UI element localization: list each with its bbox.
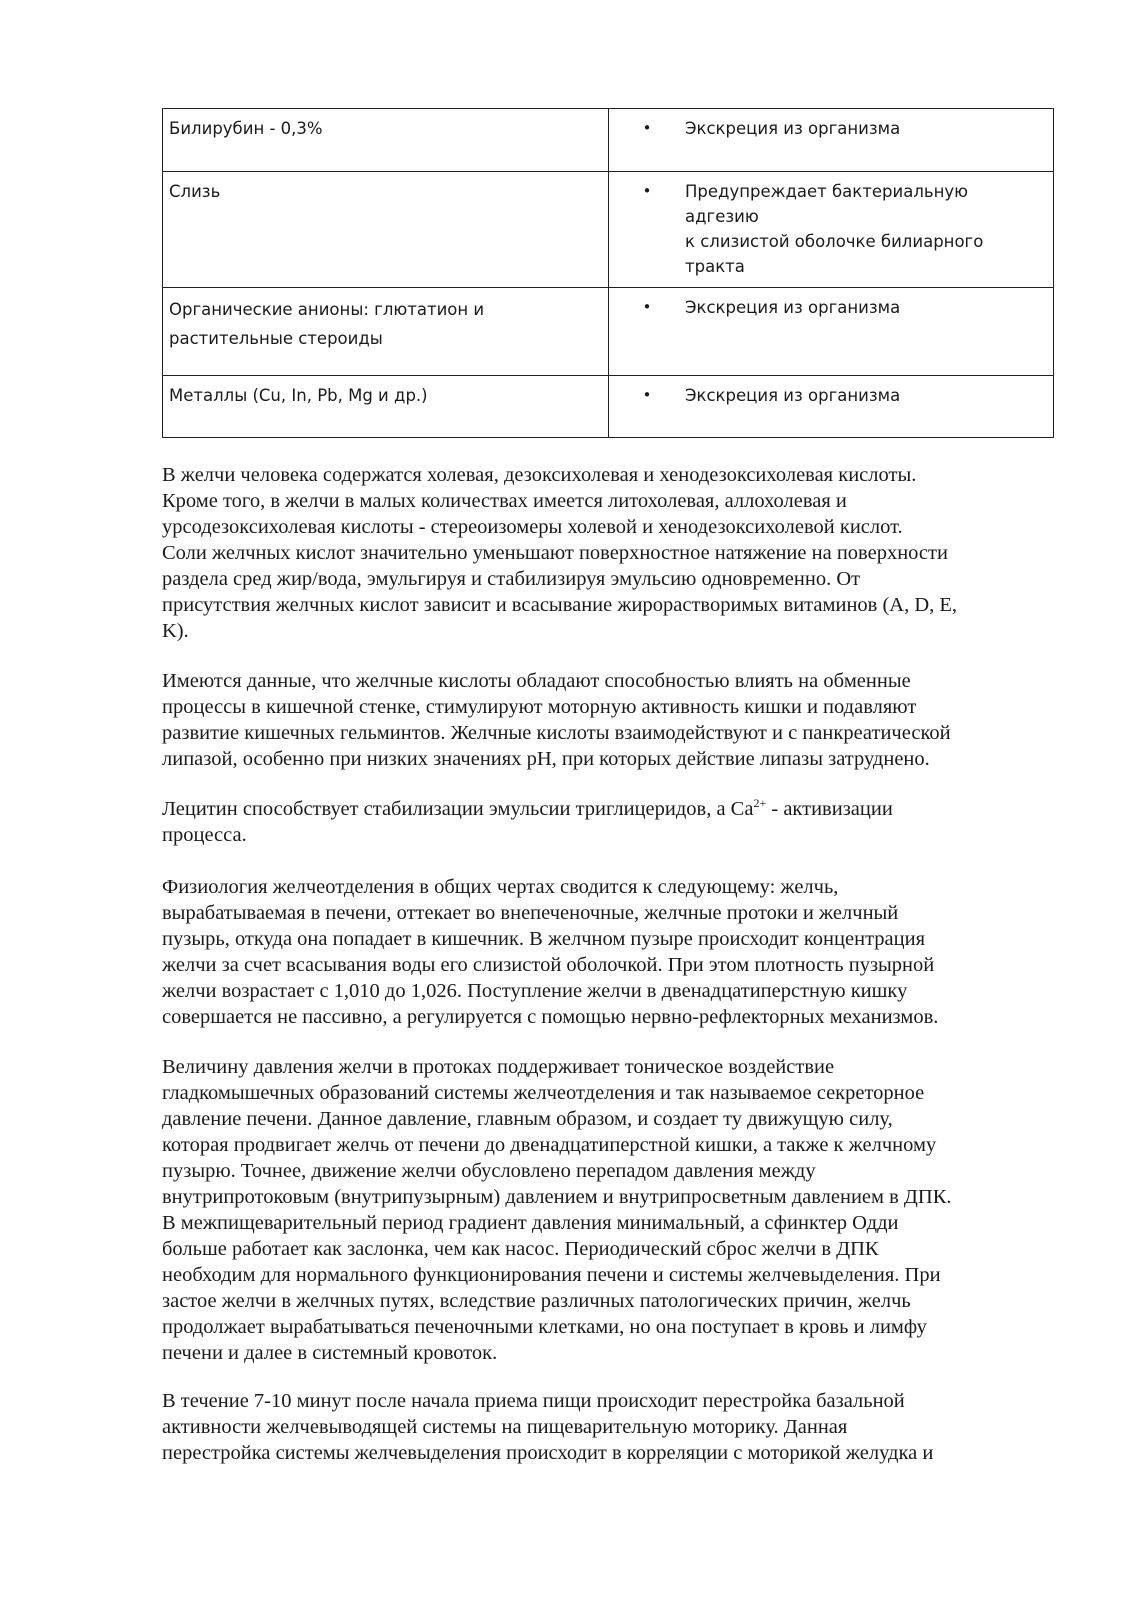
bile-composition-table [162, 108, 1054, 438]
function-cell [609, 109, 1054, 172]
component-cell [163, 109, 609, 172]
table-row [163, 109, 1054, 172]
bullet-icon: • [642, 386, 652, 404]
function-cell [609, 376, 1054, 438]
table-row [163, 376, 1054, 438]
function-text: Предупреждает бактериальную адгезию к слизистой оболочке билиарного тракта [685, 182, 984, 276]
component-cell [163, 376, 609, 438]
function-text: Экскреция из организма [685, 298, 901, 317]
table-row [163, 288, 1054, 376]
component-cell [163, 172, 609, 288]
bullet-icon: • [642, 182, 652, 200]
paragraph-physiology: Физиология желчеотделения в общих чертах сводится к следующему: желчь, вырабатываемая в печени, оттекает во внепеченочные, желчные протоки и желчный пузырь, откуда она попадает в кишечник. В желчном пузыре происходит концентрация желчи за счет всасывания воды его слизистой оболочкой. При этом плотность пузырной желчи возрастает с 1,010 до 1,026. Поступление желчи в двенадцатиперстную кишку совершается не пассивно, а регулируется с помощью нервно-рефлекторных механизмов. [162, 876, 939, 1028]
function-cell [609, 288, 1054, 376]
bullet-icon: • [642, 119, 652, 137]
component-name: Слизь [169, 182, 221, 201]
paragraph-bile-acid-effects: Имеются данные, что желчные кислоты обладают способностью влиять на обменные процессы в кишечной стенке, стимулируют моторную активность кишки и подавляют развитие кишечных гельминтов. Желчные кислоты взаимодействуют и с панкреатической липазой, особенно при низких значениях pH, при которых действие липазы затруднено. [162, 670, 951, 770]
table-row [163, 172, 1054, 288]
function-text: Экскреция из организма [685, 119, 901, 138]
paragraph-digestive-motility: В течение 7-10 минут после начала приема пищи происходит перестройка базальной активности желчевыводящей системы на пищеварительную моторику. Данная перестройка системы желчевыделения происходит в корреляции с моторикой желудка и [162, 1390, 934, 1464]
component-cell [163, 288, 609, 376]
component-name: Металлы (Cu, In, Pb, Mg и др.) [169, 386, 428, 405]
component-name: Билирубин - 0,3% [169, 119, 323, 138]
function-text: Экскреция из организма [685, 386, 901, 405]
paragraph-lecithin: Лецитин способствует стабилизации эмульсии триглицеридов, а $Ca^{2+}$ - активизации процесса. [162, 796, 893, 846]
component-name-cont: растительные стероиды [169, 329, 383, 348]
paragraph-bile-acids: В желчи человека содержатся холевая, дезоксихолевая и хенодезоксихолевая кислоты. Кроме того, в желчи в малых количествах имеется литохолевая, аллохолевая и урсодезоксихолевая кислоты - стереоизомеры холевой и хенодезоксихолевой кислот. Соли желчных кислот значительно уменьшают поверхностное натяжение на поверхности раздела сред жир/вода, эмульгируя и стабилизируя эмульсию одновременно. От присутствия желчных кислот зависит и всасывание жирорастворимых витаминов (A, D, E, K). [162, 464, 958, 642]
paragraph-bile-pressure: Величину давления желчи в протоках поддерживает тоническое воздействие гладкомышечных образований системы желчеотделения и так называемое секреторное давление печени. Данное давление, главным образом, и создает ту движущую силу, которая продвигает желчь от печени до двенадцатиперстной кишки, а также к желчному пузырю. Точнее, движение желчи обусловлено перепадом давления между внутрипротоковым (внутрипузырным) давлением и внутрипросветным давлением в ДПК. В межпищеварительный период градиент давления минимальный, а сфинктер Одди больше работает как заслонка, чем как насос. Периодический сброс желчи в ДПК необходим для нормального функционирования печени и системы желчевыделения. При застое желчи в желчных путях, вследствие различных патологических причин, желчь продолжает вырабатываться печеночными клетками, но она поступает в кровь и лимфу печени и далее в системный кровоток. [162, 1056, 952, 1364]
function-cell [609, 172, 1054, 288]
component-name: Органические анионы: глютатион и [169, 300, 485, 319]
bullet-icon: • [642, 298, 652, 316]
